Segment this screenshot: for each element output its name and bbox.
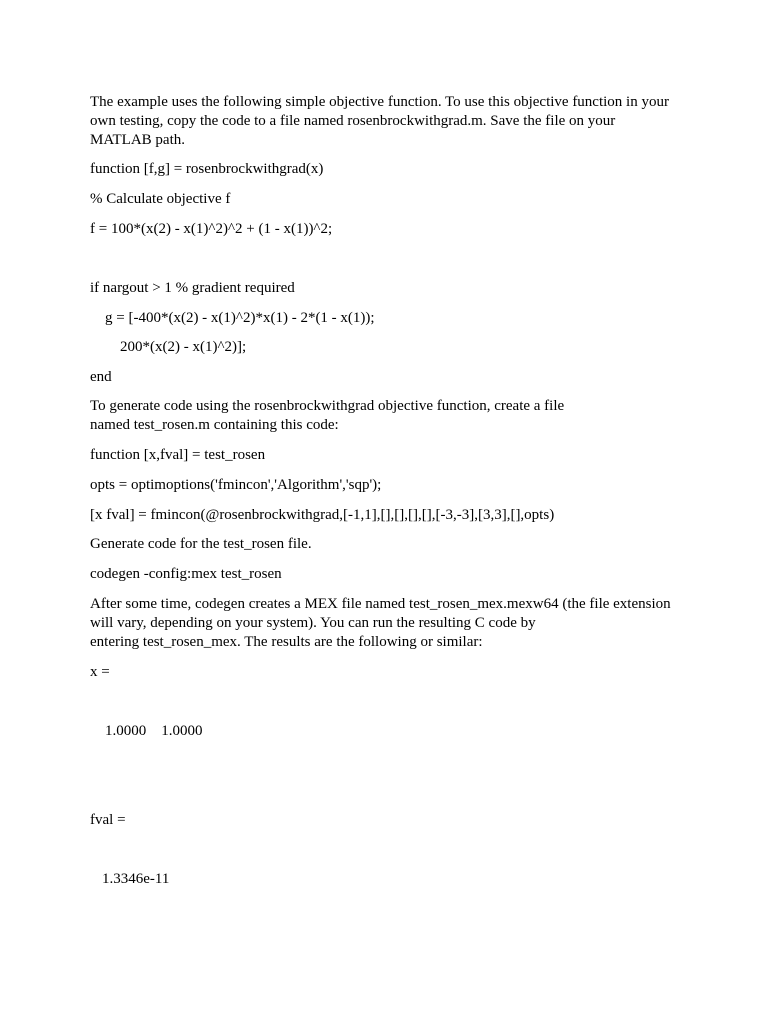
intro-line: own testing, copy the code to a file named rosenbrockwithgrad.m. Save the file on your (90, 113, 616, 129)
results-line: After some time, codegen creates a MEX file named test_rosen_mex.mexw64 (the file extension (90, 596, 671, 612)
options-line: opts = optimoptions('fmincon','Algorithm','sqp'); (90, 477, 382, 493)
fval-output-label: fval = (90, 812, 126, 828)
fmincon-line: [x fval] = fmincon(@rosenbrockwithgrad,[-1,1],[],[],[],[],[-3,-3],[3,3],[],opts) (90, 507, 555, 523)
results-line: will vary, depending on your system). You can run the resulting C code by (90, 615, 536, 631)
objective-line: f = 100*(x(2) - x(1)^2)^2 + (1 - x(1))^2; (90, 221, 333, 237)
generate-line: named test_rosen.m containing this code: (90, 417, 339, 433)
fval-output-value: 1.3346e-11 (102, 871, 170, 887)
intro-line: MATLAB path. (90, 132, 185, 148)
generate-paragraph (90, 397, 680, 435)
intro-paragraph (90, 93, 680, 150)
results-line: entering test_rosen_mex. The results are the following or similar: (90, 634, 483, 650)
test-function-signature: function [x,fval] = test_rosen (90, 447, 266, 463)
function-signature: function [f,g] = rosenbrockwithgrad(x) (90, 161, 324, 177)
x-output-values: 1.0000 1.0000 (105, 723, 203, 739)
code-comment: % Calculate objective f (90, 191, 231, 207)
end-statement: end (90, 369, 112, 385)
results-paragraph (90, 595, 680, 652)
codegen-command: codegen -config:mex test_rosen (90, 566, 282, 582)
document-page (90, 0, 690, 1024)
gradient-line-1: g = [-400*(x(2) - x(1)^2)*x(1) - 2*(1 - x(1)); (105, 310, 375, 326)
if-statement: if nargout > 1 % gradient required (90, 280, 295, 296)
intro-line: The example uses the following simple objective function. To use this objective function in your (90, 94, 669, 110)
x-output-label: x = (90, 664, 110, 680)
generate-line: To generate code using the rosenbrockwithgrad objective function, create a file (90, 398, 565, 414)
generate-file-text: Generate code for the test_rosen file. (90, 536, 312, 552)
gradient-line-2: 200*(x(2) - x(1)^2)]; (120, 339, 247, 355)
